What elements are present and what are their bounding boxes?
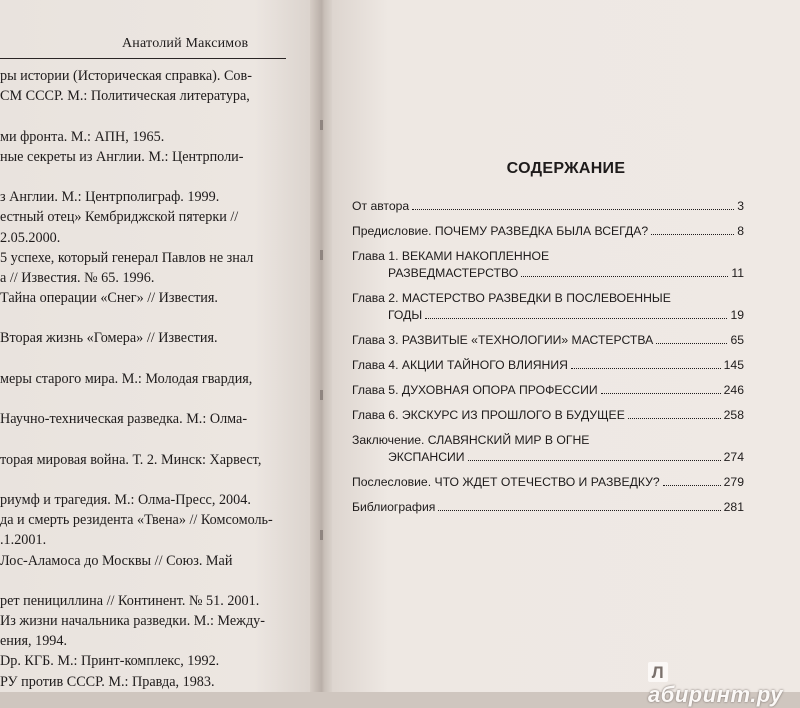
labirint-watermark bbox=[648, 655, 800, 708]
toc-leader-dots bbox=[628, 417, 721, 419]
bibliography-line: а // Известия. № 65. 1996. bbox=[0, 269, 155, 286]
bibliography-line bbox=[0, 106, 300, 126]
toc-entry bbox=[352, 332, 744, 349]
bibliography-line bbox=[0, 349, 300, 369]
toc-entry-title: От автора bbox=[352, 199, 410, 213]
toc-entry-title: Библиография bbox=[352, 500, 436, 514]
toc-entry-line bbox=[352, 248, 744, 265]
bibliography-line bbox=[0, 429, 300, 449]
toc-entry bbox=[352, 499, 744, 516]
toc-entry-title: Глава 5. ДУХОВНАЯ ОПОРА ПРОФЕССИИ bbox=[352, 383, 598, 397]
toc-entry bbox=[352, 248, 744, 282]
bibliography-line: з Англии. М.: Центрполиграф. 1999. bbox=[0, 189, 220, 206]
toc-leader-dots bbox=[468, 459, 721, 461]
toc-leader-dots bbox=[412, 208, 734, 210]
toc-entry-line bbox=[352, 223, 744, 240]
bibliography-line: Лос-Аламоса до Москвы // Союз. Май bbox=[0, 552, 233, 569]
toc-page-number: 279 bbox=[723, 475, 744, 489]
running-head: Анатолий Максимов bbox=[122, 36, 249, 51]
bibliography-line bbox=[0, 308, 300, 328]
bibliography-line: ные секреты из Англии. М.: Центрполи- bbox=[0, 148, 244, 165]
toc-entry-line bbox=[352, 198, 744, 215]
bibliography-line: ры истории (Историческая справка). Сов- bbox=[0, 68, 252, 84]
toc-entry-title: РАЗВЕДМАСТЕРСТВО bbox=[388, 266, 519, 280]
toc-page-number: 274 bbox=[723, 450, 744, 464]
toc-entry-line bbox=[352, 499, 744, 516]
toc-leader-dots bbox=[438, 509, 720, 511]
toc-entry bbox=[352, 382, 744, 399]
toc-entry-title: ЭКСПАНСИИ bbox=[388, 450, 465, 464]
toc-leader-dots bbox=[656, 342, 727, 344]
bibliography-line: 5 успехе, который генерал Павлов не знал bbox=[0, 249, 254, 266]
watermark-text: абиринт.ру bbox=[648, 682, 783, 707]
toc-page-number: 145 bbox=[723, 358, 744, 372]
toc-leader-dots bbox=[651, 233, 734, 235]
toc-entry-title: Предисловие. ПОЧЕМУ РАЗВЕДКА БЫЛА ВСЕГДА? bbox=[352, 224, 649, 238]
toc-entry bbox=[352, 474, 744, 491]
bibliography-line: Dp. КГБ. М.: Принт-комплекс, 1992. bbox=[0, 653, 220, 670]
bibliography-line bbox=[0, 470, 300, 490]
bibliography-line: рет пенициллина // Континент. № 51. 2001. bbox=[0, 592, 260, 609]
bibliography-line bbox=[0, 571, 300, 591]
toc-entry-line bbox=[352, 474, 744, 491]
labirint-logo-icon: Л bbox=[648, 662, 668, 682]
toc-page-number: 19 bbox=[730, 308, 744, 322]
bibliography-line: Научно-техническая разведка. М.: Олма- bbox=[0, 411, 248, 428]
toc-entry-line bbox=[352, 432, 744, 449]
toc-entry-title: Глава 2. МАСТЕРСТВО РАЗВЕДКИ В ПОСЛЕВОЕННЫЕ bbox=[352, 291, 671, 305]
toc-entry bbox=[352, 432, 744, 466]
toc-page-number: 11 bbox=[731, 266, 744, 280]
left-page bbox=[0, 0, 318, 692]
bibliography-line: Вторая жизнь «Гомера» // Известия. bbox=[0, 330, 218, 347]
toc-entry bbox=[352, 198, 744, 215]
toc-leader-dots bbox=[663, 484, 721, 486]
toc-entry-title: Глава 4. АКЦИИ ТАЙНОГО ВЛИЯНИЯ bbox=[352, 358, 568, 372]
binding-stitch bbox=[320, 120, 323, 130]
toc-leader-dots bbox=[601, 392, 721, 394]
bibliography-line bbox=[0, 167, 300, 187]
bibliography-line: Тайна операции «Снег» // Известия. bbox=[0, 290, 218, 307]
toc-entry-line bbox=[352, 357, 744, 374]
toc-leader-dots bbox=[425, 317, 727, 319]
binding-stitch bbox=[320, 390, 323, 400]
toc-page-number: 3 bbox=[737, 199, 744, 213]
right-page bbox=[332, 0, 800, 692]
toc-entry-title: Глава 3. РАЗВИТЫЕ «ТЕХНОЛОГИИ» МАСТЕРСТВА bbox=[352, 333, 654, 347]
binding-stitch bbox=[320, 250, 323, 260]
bibliography-line: РУ против СССР. М.: Правда, 1983. bbox=[0, 673, 215, 690]
toc-entry-title: Глава 1. ВЕКАМИ НАКОПЛЕННОЕ bbox=[352, 249, 550, 263]
toc-entry-title: Заключение. СЛАВЯНСКИЙ МИР В ОГНЕ bbox=[352, 433, 590, 447]
toc-entry-line bbox=[352, 265, 744, 282]
table-of-contents bbox=[352, 198, 744, 524]
toc-entry-line bbox=[352, 407, 744, 424]
bibliography-line: естный отец» Кембриджской пятерки // bbox=[0, 209, 239, 226]
bibliography-line: торая мировая война. Т. 2. Минск: Харвест, bbox=[0, 451, 262, 468]
toc-entry-title: Послесловие. ЧТО ЖДЕТ ОТЕЧЕСТВО И РАЗВЕДКУ? bbox=[352, 475, 660, 489]
toc-entry-line bbox=[352, 332, 744, 349]
toc-page-number: 246 bbox=[723, 383, 744, 397]
bibliography-text bbox=[0, 66, 300, 692]
header-rule bbox=[0, 58, 286, 59]
bibliography-line: да и смерть резидента «Твена» // Комсомоль- bbox=[0, 512, 273, 529]
toc-title: СОДЕРЖАНИЕ bbox=[506, 160, 626, 177]
toc-entry bbox=[352, 223, 744, 240]
bibliography-line: ми фронта. М.: АПН, 1965. bbox=[0, 128, 165, 145]
bibliography-line: .1.2001. bbox=[0, 532, 47, 549]
toc-entry-title: ГОДЫ bbox=[388, 308, 423, 322]
toc-entry-line bbox=[352, 449, 744, 466]
bibliography-line: 2.05.2000. bbox=[0, 229, 61, 246]
bibliography-line: меры старого мира. М.: Молодая гвардия, bbox=[0, 370, 253, 387]
toc-page-number: 65 bbox=[730, 333, 744, 347]
toc-entry-line bbox=[352, 382, 744, 399]
toc-entry bbox=[352, 357, 744, 374]
toc-page-number: 8 bbox=[737, 224, 744, 238]
toc-entry-line bbox=[352, 290, 744, 307]
toc-page-number: 258 bbox=[723, 408, 744, 422]
toc-entry bbox=[352, 407, 744, 424]
binding-stitch bbox=[320, 530, 323, 540]
toc-leader-dots bbox=[521, 275, 728, 277]
bibliography-line: Из жизни начальника разведки. М.: Между- bbox=[0, 613, 265, 630]
toc-page-number: 281 bbox=[723, 500, 744, 514]
bibliography-line: ения, 1994. bbox=[0, 633, 68, 650]
toc-entry-line bbox=[352, 307, 744, 324]
bibliography-line bbox=[0, 389, 300, 409]
bibliography-line: СМ СССР. М.: Политическая литература, bbox=[0, 88, 250, 105]
toc-entry-title: Глава 6. ЭКСКУРС ИЗ ПРОШЛОГО В БУДУЩЕЕ bbox=[352, 408, 625, 422]
toc-leader-dots bbox=[571, 367, 721, 369]
bibliography-line: риумф и трагедия. М.: Олма-Пресс, 2004. bbox=[0, 491, 251, 508]
toc-entry bbox=[352, 290, 744, 324]
